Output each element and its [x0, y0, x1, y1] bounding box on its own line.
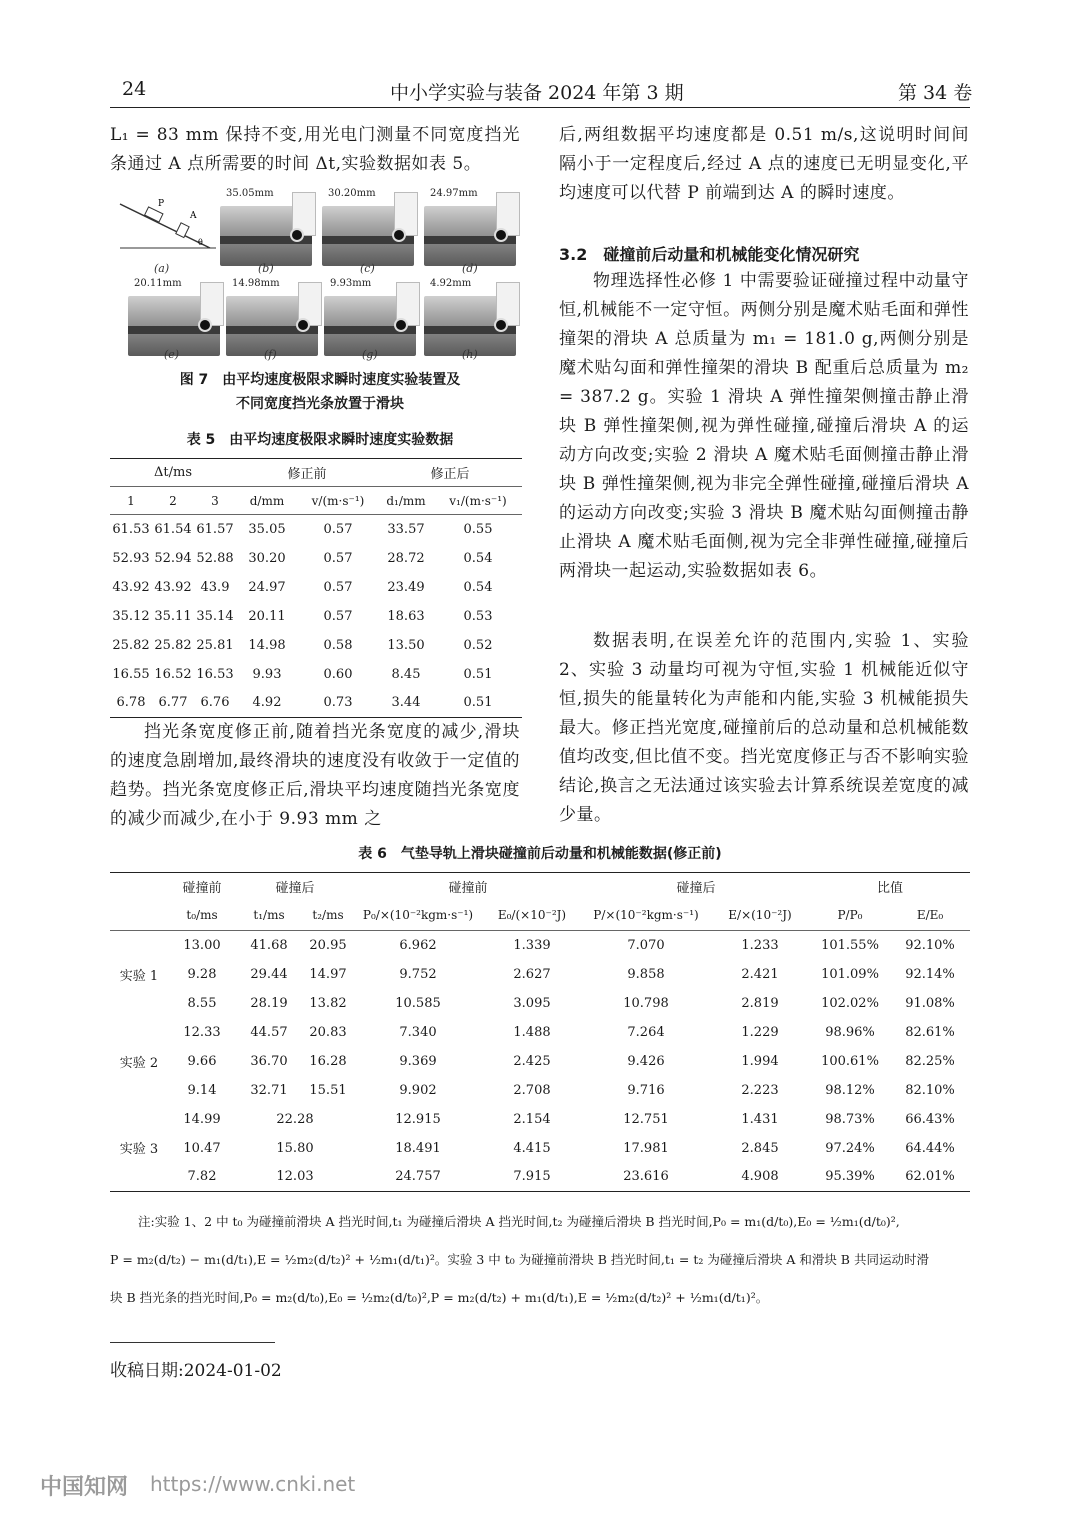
table-cell: 7.264 [627, 1024, 665, 1040]
table-cell: 7.070 [627, 937, 665, 953]
table-6-caption: 表 6 气垫导轨上滑块碰撞前后动量和机械能数据(修正前) [358, 846, 722, 862]
table-cell: 92.10% [905, 937, 955, 953]
table-cell: 14.99 [183, 1111, 221, 1127]
table-cell: 98.96% [825, 1024, 875, 1040]
label-theta: θ [198, 238, 203, 247]
table-cell: 17.981 [623, 1140, 669, 1156]
journal-title: 中小学实验与装备 2024 年第 3 期 [390, 82, 684, 104]
table-cell: 3.44 [391, 695, 421, 711]
table-cell: 28.72 [387, 550, 425, 566]
table-cell: 61.53 [112, 521, 150, 537]
sub-label-e: (e) [164, 348, 180, 361]
table-cell: 22.28 [276, 1111, 314, 1127]
photo-b: 35.05mm [220, 206, 312, 266]
table-cell: 32.71 [250, 1082, 288, 1098]
table-cell: 0.58 [323, 637, 353, 653]
table-cell: 1.431 [741, 1111, 779, 1127]
table-row [110, 1163, 970, 1192]
table-cell: 43.92 [112, 579, 150, 595]
table-cell: 0.54 [463, 579, 493, 595]
sub-label-g: (g) [362, 348, 378, 361]
table-cell: 35.05 [248, 521, 286, 537]
table-cell: 100.61% [821, 1053, 879, 1069]
table-cell: 1.233 [741, 937, 779, 953]
table-cell: 15.51 [309, 1082, 347, 1098]
table-cell: 1.229 [741, 1024, 779, 1040]
table-row [110, 631, 522, 660]
cnki-url[interactable]: https://www.cnki.net [150, 1472, 356, 1496]
table-cell: 0.51 [463, 666, 493, 682]
photo-h: 4.92mm [424, 296, 516, 356]
note-line-1: 注:实验 1、2 中 t₀ 为碰撞前滑块 A 挡光时间,t₁ 为碰撞后滑块 A 挡光时间,t₂ 为碰撞后滑块 B 挡光时间,P₀ = m₁(d/t₀),E₀ = ½m₁(d/t₀)², [138, 1214, 900, 1229]
table-row [110, 1047, 970, 1076]
table-cell: 20.95 [309, 937, 347, 953]
table-cell: 10.798 [623, 995, 669, 1011]
photo-f: 14.98mm [226, 296, 318, 356]
page-number: 24 [122, 78, 147, 100]
photo-e: 20.11mm [128, 296, 220, 356]
table-cell: 20.83 [309, 1024, 347, 1040]
table-row [110, 1076, 970, 1105]
table-cell: 12.03 [276, 1169, 314, 1185]
table-cell: 14.97 [309, 966, 347, 982]
table-cell: 43.92 [154, 579, 192, 595]
table-cell: 1.339 [513, 937, 551, 953]
table-cell: 9.426 [627, 1053, 665, 1069]
t5-header-dt: Δt/ms [154, 465, 192, 480]
table-row [110, 689, 522, 718]
table-cell: 6.962 [399, 937, 437, 953]
table-cell: 64.44% [905, 1140, 955, 1156]
note-line-3: 块 B 挡光条的挡光时间,P₀ = m₂(d/t₀),E₀ = ½m₂(d/t₀)²,P = m₂(d/t₂) + m₁(d/t₁),E = ½m₂(d/t₂)² + ½m₁(d/t₁)²。 [110, 1290, 769, 1305]
label-a: A [190, 211, 197, 221]
footnote-rule [110, 1342, 275, 1343]
table-cell: 61.54 [154, 521, 192, 537]
sub-label-b: (b) [258, 262, 274, 275]
table-cell: 35.14 [196, 608, 234, 624]
table-cell: 1.994 [741, 1053, 779, 1069]
table-cell: 0.55 [463, 521, 493, 537]
table-cell: 35.11 [154, 608, 192, 624]
table-cell: 0.51 [463, 695, 493, 711]
figure-7 [112, 188, 522, 368]
right-paragraph-2: 物理选择性必修 1 中需要验证碰撞过程中动量守恒,机械能不一定守恒。两侧分别是魔术贴毛面和弹性撞架的滑块 A 总质量为 m₁ = 181.0 g,两侧分别是魔术贴勾面和弹性撞架的滑块 B 配重后总质量为 m₂ = 387.2 g。实验 1 滑块 A 弹性撞架侧撞击静止滑块 B 弹性撞架侧,视为弹性碰撞,碰撞后滑块 A 的运动方向改变;实验 2 滑块 A 魔术贴毛面侧撞击静止滑块 B 弹性撞架侧,视为非完全弹性碰撞,碰撞后滑块 A 的运动方向改变;实验 3 滑块 B 魔术贴勾面侧撞击静止滑块 A 魔术贴毛面侧,视为完全非弹性碰撞,碰撞后两滑块一起运动,实验数据如表 6。 [559, 271, 969, 581]
table-cell: 25.82 [154, 637, 192, 653]
right-paragraph-3: 数据表明,在误差允许的范围内,实验 1、实验 2、实验 3 动量均可视为守恒,实验 1 机械能近似守恒,损失的能量转化为声能和内能,实验 3 机械能损失最大。修正挡光宽度,碰撞前后的总动量和总机械能数值均改变,但比值不变。挡光宽度修正与否不影响实验结论,换言之无法通过该实验去计算系统误差宽度的减少量。 [559, 631, 969, 825]
table-cell: 12.751 [623, 1111, 669, 1127]
t5-header-before: 修正前 [287, 467, 327, 482]
incline-diagram [118, 196, 218, 256]
table-cell: 6.77 [158, 695, 188, 711]
table-cell: 43.9 [200, 579, 230, 595]
table-cell: 9.66 [187, 1053, 217, 1069]
table-row [110, 960, 970, 989]
t6-group-header-row: 碰撞前 碰撞后 碰撞前 碰撞后 比值 [182, 881, 903, 897]
table-cell: 24.757 [395, 1169, 441, 1185]
table-cell: 101.55% [821, 937, 879, 953]
table-cell: 9.93 [252, 666, 282, 682]
table-cell: 8.55 [187, 995, 217, 1011]
table-cell: 9.858 [627, 966, 665, 982]
label-p: P [158, 199, 165, 209]
experiment-label: 实验 3 [119, 1142, 159, 1158]
table-cell: 52.93 [112, 550, 150, 566]
table-cell: 13.00 [183, 937, 221, 953]
table-cell: 82.61% [905, 1024, 955, 1040]
table-cell: 2.223 [741, 1082, 779, 1098]
table-6 [110, 872, 970, 1192]
table-cell: 0.52 [463, 637, 493, 653]
table-cell: 102.02% [821, 995, 879, 1011]
table-cell: 4.92 [252, 695, 282, 711]
table-cell: 95.39% [825, 1169, 875, 1185]
table-cell: 2.845 [741, 1140, 779, 1156]
table-row [110, 544, 522, 573]
table-cell: 62.01% [905, 1169, 955, 1185]
table-cell: 10.47 [183, 1140, 221, 1156]
table-cell: 18.63 [387, 608, 425, 624]
table-cell: 0.60 [323, 666, 353, 682]
sub-label-c: (c) [360, 262, 375, 275]
table-cell: 20.11 [248, 608, 286, 624]
table-cell: 2.708 [513, 1082, 551, 1098]
table-cell: 9.716 [627, 1082, 665, 1098]
table-cell: 0.57 [323, 579, 353, 595]
table-cell: 16.53 [196, 666, 234, 682]
table-cell: 16.55 [112, 666, 150, 682]
table-cell: 28.19 [250, 995, 288, 1011]
t5-header-after: 修正后 [430, 467, 470, 482]
table-cell: 6.76 [200, 695, 230, 711]
table-cell: 52.88 [196, 550, 234, 566]
table-cell: 0.73 [323, 695, 353, 711]
table-cell: 9.369 [399, 1053, 437, 1069]
table-cell: 24.97 [248, 579, 286, 595]
table-cell: 30.20 [248, 550, 286, 566]
table-cell: 92.14% [905, 966, 955, 982]
table-cell: 23.49 [387, 579, 425, 595]
table-cell: 13.82 [309, 995, 347, 1011]
table-cell: 82.10% [905, 1082, 955, 1098]
table-cell: 25.81 [196, 637, 234, 653]
table-cell: 4.415 [513, 1140, 551, 1156]
table-cell: 98.12% [825, 1082, 875, 1098]
volume-label: 第 34 卷 [898, 82, 973, 104]
left-top-paragraph: L₁ = 83 mm 保持不变,用光电门测量不同宽度挡光条通过 A 点所需要的时间 Δt,实验数据如表 5。 [110, 125, 520, 174]
table-cell: 12.33 [183, 1024, 221, 1040]
table-cell: 2.154 [513, 1111, 551, 1127]
table-6-note [110, 1203, 970, 1317]
table-row [110, 1134, 970, 1163]
table-cell: 0.57 [323, 550, 353, 566]
table-cell: 52.94 [154, 550, 192, 566]
photo-d: 24.97mm [424, 206, 516, 266]
table-row [110, 602, 522, 631]
table-cell: 10.585 [395, 995, 441, 1011]
photo-g: 9.93mm [324, 296, 416, 356]
figure-7-caption: 图 7 由平均速度极限求瞬时速度实验装置及 不同宽度挡光条放置于滑块 [179, 372, 461, 412]
table-cell: 2.421 [741, 966, 779, 982]
table-cell: 44.57 [250, 1024, 288, 1040]
table-cell: 3.095 [513, 995, 551, 1011]
sub-label-f: (f) [264, 348, 277, 361]
table-cell: 2.425 [513, 1053, 551, 1069]
table-cell: 15.80 [276, 1140, 314, 1156]
section-heading-3-2: 3.2 碰撞前后动量和机械能变化情况研究 [559, 245, 860, 264]
table-cell: 35.12 [112, 608, 150, 624]
table-cell: 0.57 [323, 608, 353, 624]
table-cell: 33.57 [387, 521, 425, 537]
table-row [110, 1105, 970, 1134]
table-cell: 0.57 [323, 521, 353, 537]
table-row [110, 515, 522, 544]
table-cell: 66.43% [905, 1111, 955, 1127]
table-cell: 7.340 [399, 1024, 437, 1040]
table-cell: 25.82 [112, 637, 150, 653]
table-cell: 16.52 [154, 666, 192, 682]
table-cell: 13.50 [387, 637, 425, 653]
table-cell: 82.25% [905, 1053, 955, 1069]
experiment-label: 实验 1 [119, 968, 159, 984]
experiment-label: 实验 2 [119, 1055, 159, 1071]
table-cell: 1.488 [513, 1024, 551, 1040]
table-row [110, 931, 970, 960]
sub-label-d: (d) [462, 262, 478, 275]
table-cell: 2.819 [741, 995, 779, 1011]
table-cell: 7.915 [513, 1169, 551, 1185]
sub-label-a: (a) [154, 262, 170, 275]
table-cell: 0.54 [463, 550, 493, 566]
table-cell: 16.28 [309, 1053, 347, 1069]
sub-label-h: (h) [462, 348, 478, 361]
table-cell: 97.24% [825, 1140, 875, 1156]
table-cell: 9.14 [187, 1082, 217, 1098]
photo-c: 30.20mm [322, 206, 414, 266]
received-date: 收稿日期:2024-01-02 [110, 1361, 282, 1381]
note-line-2: P = m₂(d/t₂) − m₁(d/t₁),E = ½m₂(d/t₂)² + ½m₁(d/t₁)²。实验 3 中 t₀ 为碰撞前滑块 B 挡光时间,t₁ = t₂ 为碰撞后滑块 A 和滑块 B 共同运动时滑 [110, 1252, 929, 1267]
table-cell: 6.78 [116, 695, 146, 711]
t6-subheader-row: t₀/ms t₁/ms t₂/ms P₀/×(10⁻²kgm·s⁻¹) E₀/(×10⁻²J) P/×(10⁻²kgm·s⁻¹) E/×(10⁻²J) P/P₀ E/E₀ [110, 901, 970, 931]
table-cell: 8.45 [391, 666, 421, 682]
table-cell: 36.70 [250, 1053, 288, 1069]
table-cell: 29.44 [250, 966, 288, 982]
t5-subheader-row: 1 2 3 d/mm v/(m·s⁻¹) d₁/mm v₁/(m·s⁻¹) [110, 487, 522, 515]
table-cell: 12.915 [395, 1111, 441, 1127]
table-cell: 14.98 [248, 637, 286, 653]
table-cell: 101.09% [821, 966, 879, 982]
table-cell: 98.73% [825, 1111, 875, 1127]
table-5-caption: 表 5 由平均速度极限求瞬时速度实验数据 [186, 432, 454, 448]
table-cell: 41.68 [250, 937, 288, 953]
table-cell: 23.616 [623, 1169, 669, 1185]
table-cell: 0.53 [463, 608, 493, 624]
left-bottom-paragraph: 挡光条宽度修正前,随着挡光条宽度的减少,滑块的速度急剧增加,最终滑块的速度没有收敛于一定值的趋势。挡光条宽度修正后,滑块平均速度随挡光条宽度的减少而减少,在小于 9.93 mm 之 [110, 722, 520, 829]
table-cell: 9.752 [399, 966, 437, 982]
table-row [110, 1018, 970, 1047]
right-paragraph-1: 后,两组数据平均速度都是 0.51 m/s,这说明时间间隔小于一定程度后,经过 A 点的速度已无明显变化,平均速度可以代替 P 前端到达 A 的瞬时速度。 [559, 125, 969, 203]
table-cell: 2.627 [513, 966, 551, 982]
table-cell: 18.491 [395, 1140, 441, 1156]
table-cell: 4.908 [741, 1169, 779, 1185]
table-cell: 9.28 [187, 966, 217, 982]
header-rule [110, 107, 970, 108]
table-5 [110, 458, 522, 718]
table-cell: 7.82 [187, 1169, 217, 1185]
cnki-logo: 中国知网 [40, 1475, 129, 1500]
table-row [110, 573, 522, 602]
table-cell: 9.902 [399, 1082, 437, 1098]
table-row [110, 989, 970, 1018]
table-cell: 91.08% [905, 995, 955, 1011]
table-cell: 61.57 [196, 521, 234, 537]
table-row [110, 660, 522, 689]
